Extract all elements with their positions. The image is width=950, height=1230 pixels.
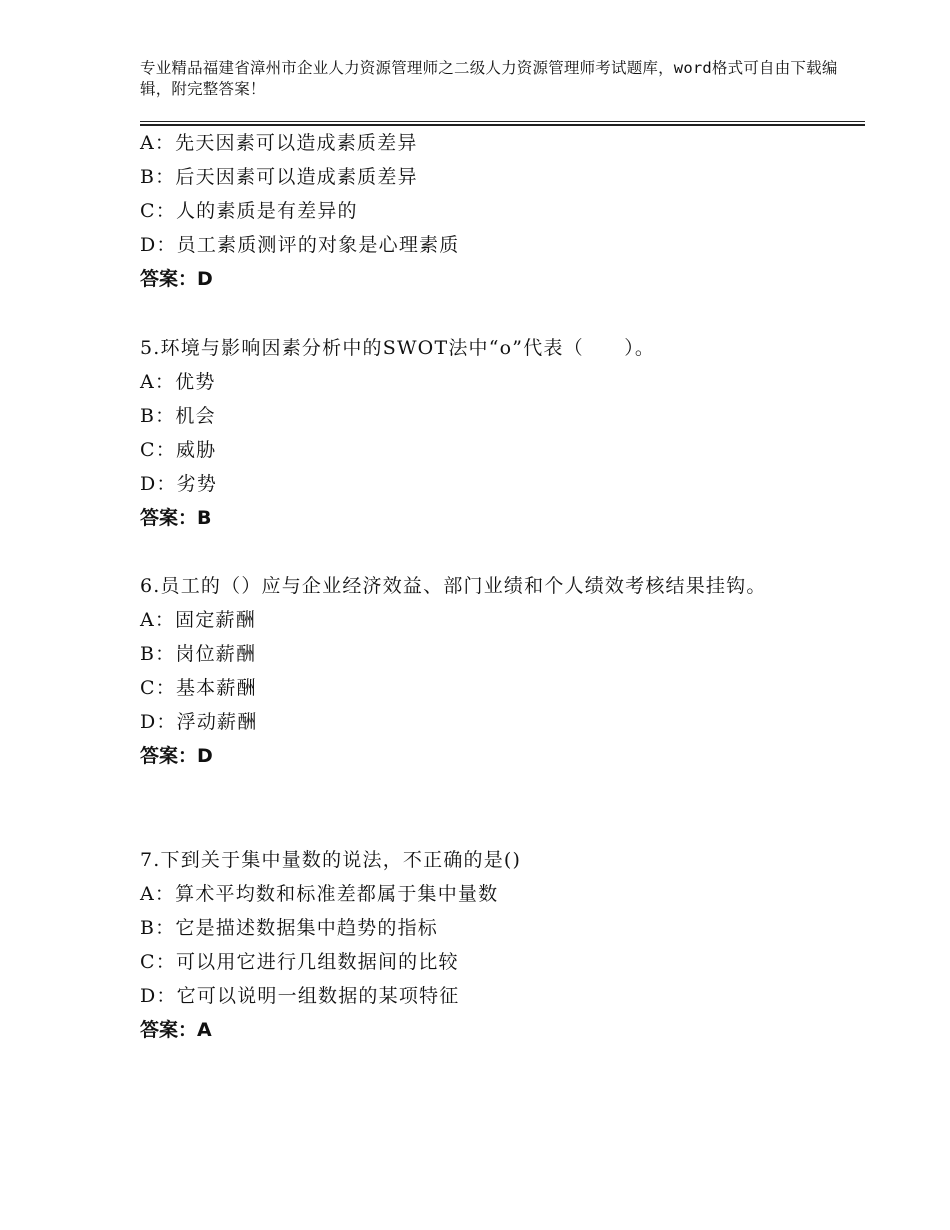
answer: 答案：B [140, 507, 212, 529]
document-header: 专业精品福建省漳州市企业人力资源管理师之二级人力资源管理师考试题库，word格式可自由下载编辑，附完整答案！ [140, 59, 838, 98]
option-a: A：先天因素可以造成素质差异 [140, 132, 418, 154]
option-d: D：浮动薪酬 [140, 711, 258, 733]
question-text: 5.环境与影响因素分析中的SWOT法中“o”代表（ ）。 [140, 337, 656, 359]
option-b: B：后天因素可以造成素质差异 [140, 166, 418, 188]
question-7-block [140, 843, 820, 1047]
option-b: B：它是描述数据集中趋势的指标 [140, 917, 438, 939]
option-a: A：优势 [140, 371, 216, 393]
option-a: A：固定薪酬 [140, 609, 256, 631]
question-4-block [140, 126, 820, 296]
option-a: A：算术平均数和标准差都属于集中量数 [140, 883, 499, 905]
option-c: C：人的素质是有差异的 [140, 200, 358, 222]
header-rule-top [140, 121, 865, 122]
option-d: D：它可以说明一组数据的某项特征 [140, 985, 460, 1007]
option-d: D：员工素质测评的对象是心理素质 [140, 234, 460, 256]
question-text: 6.员工的（）应与企业经济效益、部门业绩和个人绩效考核结果挂钩。 [140, 575, 767, 597]
question-text: 7.下到关于集中量数的说法，不正确的是() [140, 849, 522, 871]
option-b: B：岗位薪酬 [140, 643, 257, 665]
answer: 答案：A [140, 1019, 212, 1041]
option-d: D：劣势 [140, 473, 218, 495]
option-c: C：威胁 [140, 439, 217, 461]
answer: 答案：D [140, 268, 213, 290]
option-c: C：可以用它进行几组数据间的比较 [140, 951, 459, 973]
question-6-block [140, 569, 780, 773]
answer: 答案：D [140, 745, 213, 767]
option-c: C：基本薪酬 [140, 677, 257, 699]
question-5-block [140, 331, 820, 535]
option-b: B：机会 [140, 405, 216, 427]
